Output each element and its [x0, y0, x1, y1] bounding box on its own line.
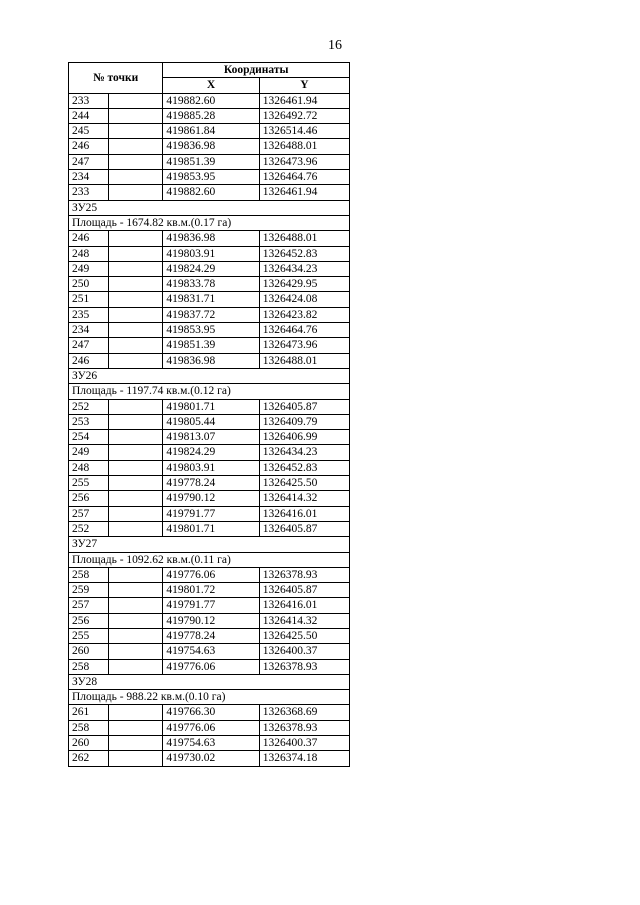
point-number-cell: 255: [69, 628, 109, 643]
point-number-cell: 255: [69, 476, 109, 491]
point-number-cell: 235: [69, 307, 109, 322]
x-coordinate-cell: 419882.60: [163, 93, 259, 108]
empty-cell: [108, 430, 163, 445]
empty-cell: [108, 154, 163, 169]
x-coordinate-cell: 419778.24: [163, 628, 259, 643]
section-label: Площадь - 1092.62 кв.м.(0.11 га): [69, 552, 350, 567]
header-x: X: [163, 78, 259, 93]
y-coordinate-cell: 1326425.50: [259, 476, 349, 491]
empty-cell: [108, 613, 163, 628]
y-coordinate-cell: 1326464.76: [259, 170, 349, 185]
y-coordinate-cell: 1326492.72: [259, 108, 349, 123]
x-coordinate-cell: 419754.63: [163, 644, 259, 659]
section-row: [69, 384, 350, 399]
x-coordinate-cell: 419803.91: [163, 460, 259, 475]
empty-cell: [108, 124, 163, 139]
y-coordinate-cell: 1326488.01: [259, 353, 349, 368]
y-coordinate-cell: 1326374.18: [259, 751, 349, 766]
y-coordinate-cell: 1326425.50: [259, 628, 349, 643]
section-row: [69, 552, 350, 567]
point-number-cell: 246: [69, 139, 109, 154]
point-number-cell: 257: [69, 506, 109, 521]
y-coordinate-cell: 1326378.93: [259, 659, 349, 674]
empty-cell: [108, 261, 163, 276]
table-row: [69, 460, 350, 475]
x-coordinate-cell: 419805.44: [163, 414, 259, 429]
point-number-cell: 233: [69, 185, 109, 200]
point-number-cell: 234: [69, 170, 109, 185]
x-coordinate-cell: 419861.84: [163, 124, 259, 139]
x-coordinate-cell: 419791.77: [163, 598, 259, 613]
table-row: [69, 705, 350, 720]
y-coordinate-cell: 1326409.79: [259, 414, 349, 429]
coordinates-table: [68, 62, 350, 767]
point-number-cell: 250: [69, 277, 109, 292]
table-row: [69, 277, 350, 292]
empty-cell: [108, 506, 163, 521]
point-number-cell: 248: [69, 246, 109, 261]
empty-cell: [108, 353, 163, 368]
point-number-cell: 245: [69, 124, 109, 139]
empty-cell: [108, 628, 163, 643]
empty-cell: [108, 659, 163, 674]
x-coordinate-cell: 419790.12: [163, 491, 259, 506]
table-row: [69, 139, 350, 154]
y-coordinate-cell: 1326424.08: [259, 292, 349, 307]
x-coordinate-cell: 419824.29: [163, 445, 259, 460]
table-row: [69, 751, 350, 766]
y-coordinate-cell: 1326400.37: [259, 644, 349, 659]
x-coordinate-cell: 419885.28: [163, 108, 259, 123]
point-number-cell: 256: [69, 613, 109, 628]
point-number-cell: 253: [69, 414, 109, 429]
empty-cell: [108, 705, 163, 720]
y-coordinate-cell: 1326400.37: [259, 736, 349, 751]
header-y: Y: [259, 78, 349, 93]
point-number-cell: 262: [69, 751, 109, 766]
empty-cell: [108, 292, 163, 307]
section-label: ЗУ27: [69, 537, 350, 552]
y-coordinate-cell: 1326405.87: [259, 583, 349, 598]
y-coordinate-cell: 1326434.23: [259, 445, 349, 460]
table-row: [69, 491, 350, 506]
table-row: [69, 720, 350, 735]
section-label: Площадь - 1197.74 кв.м.(0.12 га): [69, 384, 350, 399]
x-coordinate-cell: 419778.24: [163, 476, 259, 491]
point-number-cell: 256: [69, 491, 109, 506]
empty-cell: [108, 170, 163, 185]
table-row: [69, 445, 350, 460]
y-coordinate-cell: 1326416.01: [259, 506, 349, 521]
empty-cell: [108, 139, 163, 154]
y-coordinate-cell: 1326368.69: [259, 705, 349, 720]
y-coordinate-cell: 1326414.32: [259, 491, 349, 506]
x-coordinate-cell: 419791.77: [163, 506, 259, 521]
empty-cell: [108, 414, 163, 429]
y-coordinate-cell: 1326461.94: [259, 185, 349, 200]
x-coordinate-cell: 419754.63: [163, 736, 259, 751]
point-number-cell: 233: [69, 93, 109, 108]
x-coordinate-cell: 419776.06: [163, 567, 259, 582]
table-row: [69, 108, 350, 123]
table-row: [69, 231, 350, 246]
section-label: Площадь - 988.22 кв.м.(0.10 га): [69, 690, 350, 705]
empty-cell: [108, 445, 163, 460]
table-row: [69, 628, 350, 643]
x-coordinate-cell: 419853.95: [163, 323, 259, 338]
point-number-cell: 249: [69, 445, 109, 460]
x-coordinate-cell: 419836.98: [163, 139, 259, 154]
table-row: [69, 430, 350, 445]
y-coordinate-cell: 1326514.46: [259, 124, 349, 139]
y-coordinate-cell: 1326461.94: [259, 93, 349, 108]
y-coordinate-cell: 1326488.01: [259, 231, 349, 246]
point-number-cell: 258: [69, 720, 109, 735]
table-row: [69, 154, 350, 169]
page-number: 16: [328, 38, 342, 53]
table-row: [69, 598, 350, 613]
y-coordinate-cell: 1326414.32: [259, 613, 349, 628]
x-coordinate-cell: 419851.39: [163, 338, 259, 353]
y-coordinate-cell: 1326488.01: [259, 139, 349, 154]
section-row: [69, 537, 350, 552]
empty-cell: [108, 720, 163, 735]
table-body: [69, 93, 350, 766]
section-row: [69, 674, 350, 689]
section-label: ЗУ25: [69, 200, 350, 215]
x-coordinate-cell: 419824.29: [163, 261, 259, 276]
point-number-cell: 261: [69, 705, 109, 720]
empty-cell: [108, 399, 163, 414]
point-number-cell: 246: [69, 231, 109, 246]
table-row: [69, 261, 350, 276]
empty-cell: [108, 644, 163, 659]
table-row: [69, 124, 350, 139]
y-coordinate-cell: 1326464.76: [259, 323, 349, 338]
x-coordinate-cell: 419831.71: [163, 292, 259, 307]
section-label: Площадь - 1674.82 кв.м.(0.17 га): [69, 215, 350, 230]
empty-cell: [108, 246, 163, 261]
empty-cell: [108, 108, 163, 123]
empty-cell: [108, 93, 163, 108]
point-number-cell: 251: [69, 292, 109, 307]
table-row: [69, 567, 350, 582]
point-number-cell: 252: [69, 399, 109, 414]
table-row: [69, 583, 350, 598]
empty-cell: [108, 736, 163, 751]
empty-cell: [108, 521, 163, 536]
empty-cell: [108, 323, 163, 338]
table-row: [69, 246, 350, 261]
table-row: [69, 414, 350, 429]
y-coordinate-cell: 1326473.96: [259, 154, 349, 169]
point-number-cell: 247: [69, 154, 109, 169]
point-number-cell: 246: [69, 353, 109, 368]
point-number-cell: 258: [69, 567, 109, 582]
y-coordinate-cell: 1326429.95: [259, 277, 349, 292]
x-coordinate-cell: 419801.72: [163, 583, 259, 598]
point-number-cell: 234: [69, 323, 109, 338]
point-number-cell: 247: [69, 338, 109, 353]
header-point-number: № точки: [69, 63, 163, 94]
point-number-cell: 252: [69, 521, 109, 536]
y-coordinate-cell: 1326452.83: [259, 246, 349, 261]
table-row: [69, 476, 350, 491]
table-row: [69, 185, 350, 200]
empty-cell: [108, 598, 163, 613]
y-coordinate-cell: 1326405.87: [259, 521, 349, 536]
point-number-cell: 249: [69, 261, 109, 276]
y-coordinate-cell: 1326423.82: [259, 307, 349, 322]
table-row: [69, 353, 350, 368]
empty-cell: [108, 476, 163, 491]
x-coordinate-cell: 419851.39: [163, 154, 259, 169]
x-coordinate-cell: 419837.72: [163, 307, 259, 322]
empty-cell: [108, 751, 163, 766]
x-coordinate-cell: 419730.02: [163, 751, 259, 766]
table-row: [69, 506, 350, 521]
x-coordinate-cell: 419836.98: [163, 231, 259, 246]
table-row: [69, 307, 350, 322]
table-row: [69, 93, 350, 108]
table-row: [69, 521, 350, 536]
y-coordinate-cell: 1326434.23: [259, 261, 349, 276]
empty-cell: [108, 277, 163, 292]
y-coordinate-cell: 1326405.87: [259, 399, 349, 414]
point-number-cell: 248: [69, 460, 109, 475]
empty-cell: [108, 231, 163, 246]
y-coordinate-cell: 1326378.93: [259, 720, 349, 735]
y-coordinate-cell: 1326452.83: [259, 460, 349, 475]
table-row: [69, 613, 350, 628]
x-coordinate-cell: 419790.12: [163, 613, 259, 628]
empty-cell: [108, 460, 163, 475]
point-number-cell: 244: [69, 108, 109, 123]
section-row: [69, 690, 350, 705]
x-coordinate-cell: 419853.95: [163, 170, 259, 185]
x-coordinate-cell: 419882.60: [163, 185, 259, 200]
table-row: [69, 399, 350, 414]
empty-cell: [108, 185, 163, 200]
empty-cell: [108, 338, 163, 353]
section-label: ЗУ28: [69, 674, 350, 689]
empty-cell: [108, 583, 163, 598]
empty-cell: [108, 491, 163, 506]
section-label: ЗУ26: [69, 368, 350, 383]
point-number-cell: 259: [69, 583, 109, 598]
table-header-row: [69, 63, 350, 78]
section-row: [69, 215, 350, 230]
x-coordinate-cell: 419836.98: [163, 353, 259, 368]
header-coordinates: Координаты: [163, 63, 350, 78]
x-coordinate-cell: 419776.06: [163, 720, 259, 735]
table-row: [69, 323, 350, 338]
x-coordinate-cell: 419766.30: [163, 705, 259, 720]
y-coordinate-cell: 1326378.93: [259, 567, 349, 582]
y-coordinate-cell: 1326473.96: [259, 338, 349, 353]
table-row: [69, 659, 350, 674]
point-number-cell: 257: [69, 598, 109, 613]
point-number-cell: 260: [69, 736, 109, 751]
x-coordinate-cell: 419801.71: [163, 399, 259, 414]
x-coordinate-cell: 419833.78: [163, 277, 259, 292]
x-coordinate-cell: 419776.06: [163, 659, 259, 674]
table-row: [69, 644, 350, 659]
empty-cell: [108, 307, 163, 322]
x-coordinate-cell: 419801.71: [163, 521, 259, 536]
section-row: [69, 368, 350, 383]
section-row: [69, 200, 350, 215]
x-coordinate-cell: 419813.07: [163, 430, 259, 445]
y-coordinate-cell: 1326416.01: [259, 598, 349, 613]
x-coordinate-cell: 419803.91: [163, 246, 259, 261]
table-row: [69, 170, 350, 185]
point-number-cell: 258: [69, 659, 109, 674]
point-number-cell: 260: [69, 644, 109, 659]
empty-cell: [108, 567, 163, 582]
point-number-cell: 254: [69, 430, 109, 445]
table-row: [69, 292, 350, 307]
y-coordinate-cell: 1326406.99: [259, 430, 349, 445]
table-row: [69, 338, 350, 353]
table-row: [69, 736, 350, 751]
